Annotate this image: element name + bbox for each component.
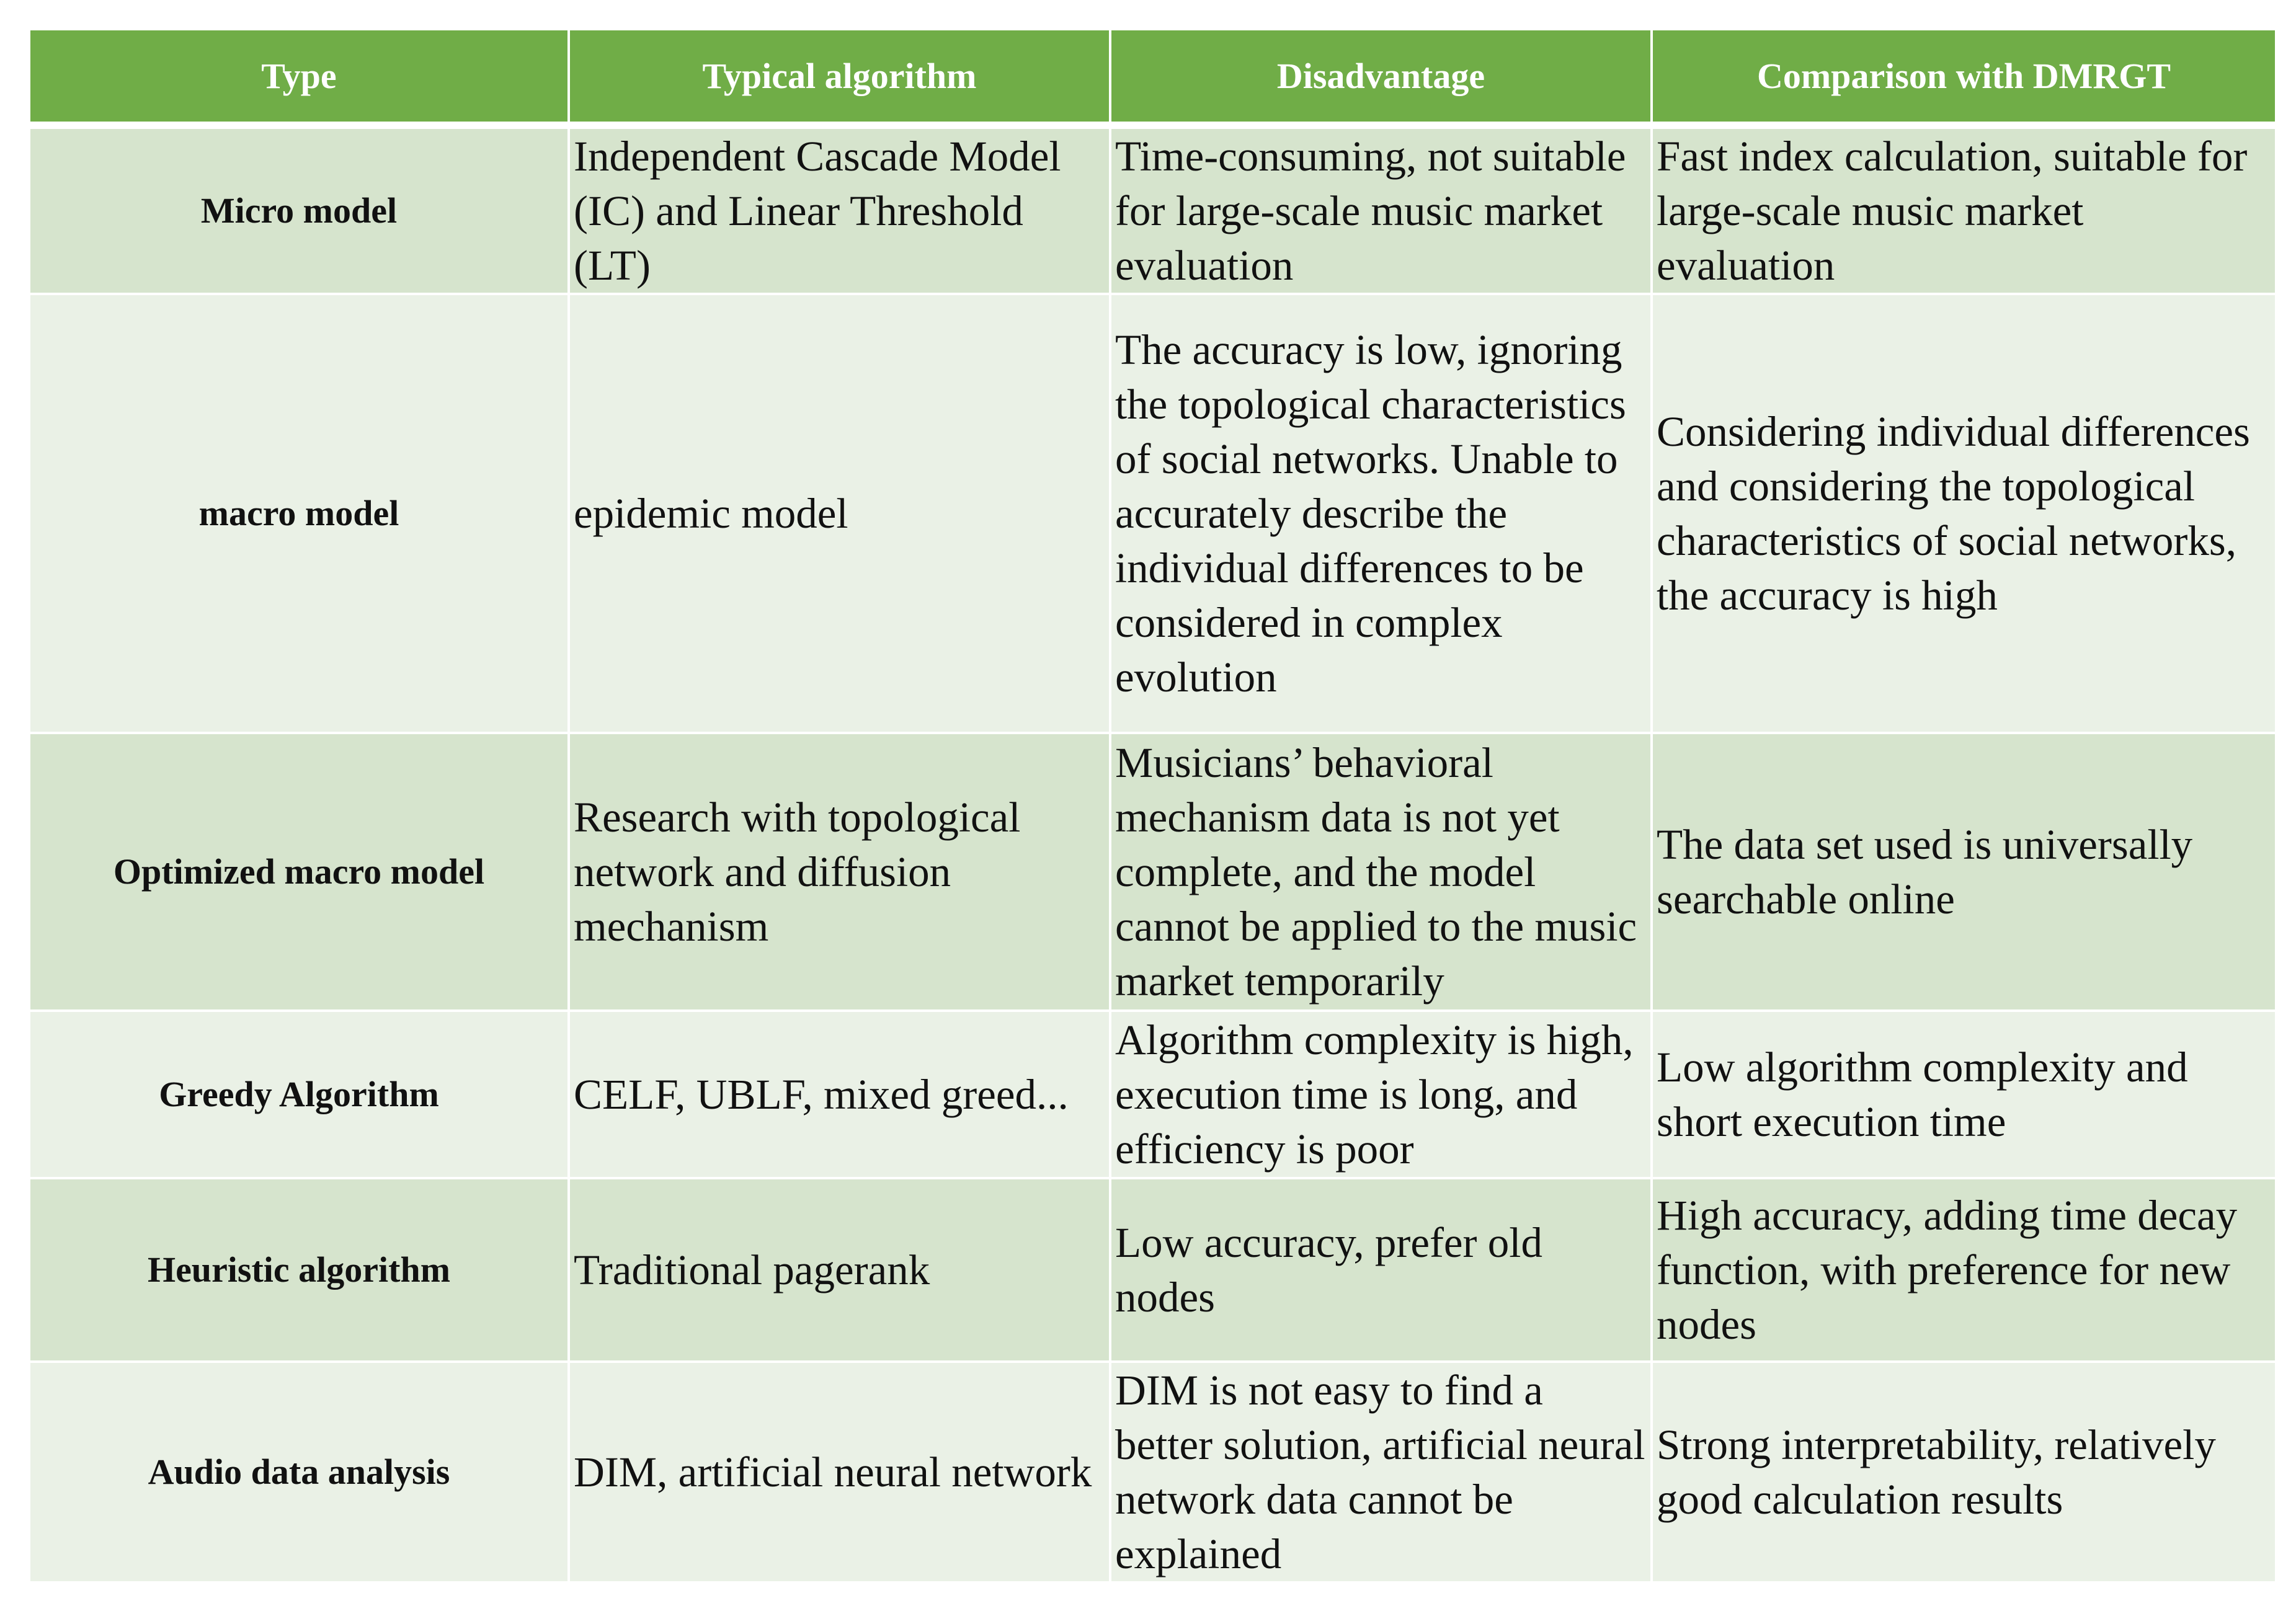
algorithm-cell: epidemic model [569, 294, 1110, 733]
header-row [29, 29, 2276, 125]
algorithm-cell: Research with topological network and diffusion mechanism [569, 733, 1110, 1011]
disadvantage-cell: Algorithm complexity is high, execution time is long, and efficiency is poor [1110, 1011, 1652, 1178]
table-header [29, 29, 2276, 125]
header-disadvantage: Disadvantage [1110, 29, 1652, 125]
table-row [29, 125, 2276, 294]
disadvantage-cell: The accuracy is low, ignoring the topological characteristics of social networks. Unable to accurately describe the individual differences to be considered in complex evolution [1110, 294, 1652, 733]
comparison-table [28, 28, 2277, 1584]
algorithm-cell: Independent Cascade Model (IC) and Linear Threshold (LT) [569, 125, 1110, 294]
algorithm-cell: CELF, UBLF, mixed greed... [569, 1011, 1110, 1178]
comparison-cell: Strong interpretability, relatively good calculation results [1652, 1362, 2276, 1582]
table-row [29, 1362, 2276, 1582]
table-row [29, 1178, 2276, 1362]
comparison-cell: Fast index calculation, suitable for large-scale music market evaluation [1652, 125, 2276, 294]
type-cell: Optimized macro model [29, 733, 569, 1011]
type-cell: macro model [29, 294, 569, 733]
header-typical-algorithm: Typical algorithm [569, 29, 1110, 125]
disadvantage-cell: Time-consuming, not suitable for large-scale music market evaluation [1110, 125, 1652, 294]
disadvantage-cell: DIM is not easy to find a better solution, artificial neural network data cannot be explained [1110, 1362, 1652, 1582]
type-cell: Greedy Algorithm [29, 1011, 569, 1178]
type-cell: Audio data analysis [29, 1362, 569, 1582]
disadvantage-cell: Musicians’ behavioral mechanism data is not yet complete, and the model cannot be applied to the music market temporarily [1110, 733, 1652, 1011]
type-cell: Micro model [29, 125, 569, 294]
comparison-cell: The data set used is universally searchable online [1652, 733, 2276, 1011]
comparison-table-container [28, 28, 2275, 1582]
comparison-cell: Considering individual differences and considering the topological characteristics of social networks, the accuracy is high [1652, 294, 2276, 733]
table-row [29, 294, 2276, 733]
algorithm-cell: DIM, artificial neural network [569, 1362, 1110, 1582]
table-body [29, 125, 2276, 1582]
table-row [29, 733, 2276, 1011]
table-row [29, 1011, 2276, 1178]
header-type: Type [29, 29, 569, 125]
algorithm-cell: Traditional pagerank [569, 1178, 1110, 1362]
type-cell: Heuristic algorithm [29, 1178, 569, 1362]
comparison-cell: High accuracy, adding time decay function, with preference for new nodes [1652, 1178, 2276, 1362]
disadvantage-cell: Low accuracy, prefer old nodes [1110, 1178, 1652, 1362]
comparison-cell: Low algorithm complexity and short execution time [1652, 1011, 2276, 1178]
header-comparison: Comparison with DMRGT [1652, 29, 2276, 125]
